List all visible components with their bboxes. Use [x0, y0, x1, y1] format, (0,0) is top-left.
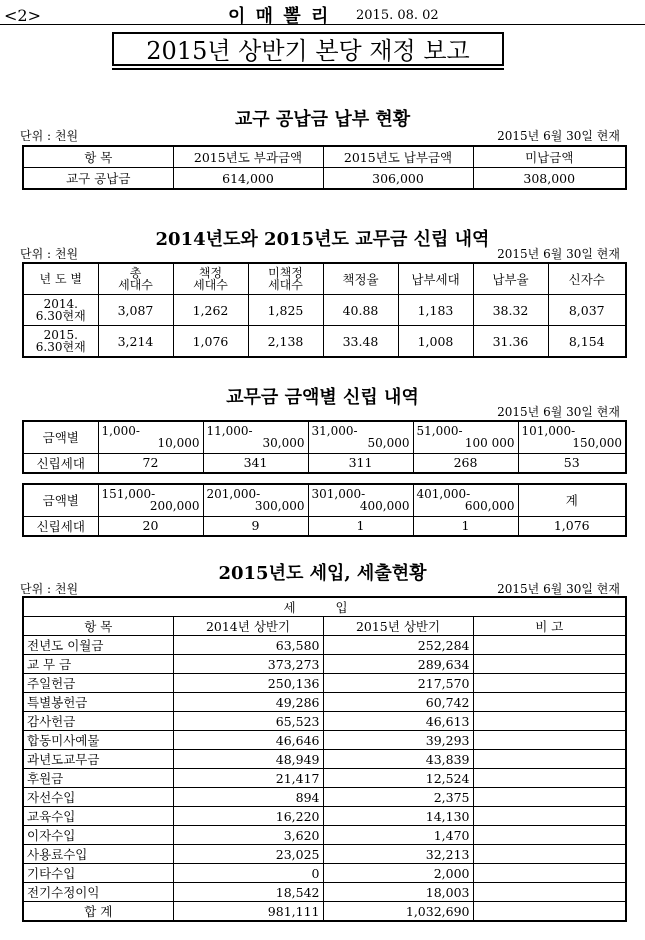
table-cell: 1	[308, 516, 413, 536]
section1-unit: 단위 : 천원	[20, 129, 79, 143]
table-row	[23, 326, 626, 358]
table-row	[23, 750, 626, 769]
item-cell: 합동미사예물	[23, 731, 173, 750]
amount-table-a	[22, 420, 627, 474]
item-cell: 전년도 이월금	[23, 636, 173, 655]
table-row	[23, 712, 626, 731]
households-label: 신립세대	[23, 453, 98, 473]
header-cell: 항 목	[23, 617, 173, 636]
note-cell	[473, 674, 626, 693]
value-cell: 373,273	[173, 655, 323, 674]
value-cell: 250,136	[173, 674, 323, 693]
range-to: 300,000	[254, 499, 305, 514]
table-cell: 308,000	[473, 168, 626, 190]
note-cell	[473, 693, 626, 712]
revenue-group-header: 세 입	[23, 597, 626, 617]
item-cell: 감사헌금	[23, 712, 173, 731]
levy-table	[22, 145, 627, 190]
note-cell	[473, 769, 626, 788]
table-cell: 341	[203, 453, 308, 473]
section3-title: 교무금 금액별 신립 내역	[226, 387, 419, 408]
table-cell: 1	[413, 516, 518, 536]
table-row	[23, 636, 626, 655]
table-row	[23, 769, 626, 788]
header-cell: 년 도 별	[23, 263, 98, 295]
total-row	[23, 902, 626, 922]
table-cell: 40.88	[323, 295, 398, 326]
table-cell: 2015. 6.30현재	[23, 326, 98, 358]
header-cell: 책정율	[323, 263, 398, 295]
note-cell	[473, 788, 626, 807]
table-cell: 53	[518, 453, 626, 473]
table-cell: 1,825	[248, 295, 323, 326]
range-to: 50,000	[367, 436, 410, 451]
table-cell: 9	[203, 516, 308, 536]
range-to: 150,000	[572, 436, 622, 451]
table-cell: 1,262	[173, 295, 248, 326]
item-cell: 전기수정이익	[23, 883, 173, 902]
range-cell	[308, 421, 413, 453]
range-from: 101,000-	[521, 424, 576, 439]
range-cell	[98, 484, 203, 516]
table-row	[23, 864, 626, 883]
value-cell: 18,003	[323, 883, 473, 902]
value-cell: 46,613	[323, 712, 473, 731]
table-cell: 교구 공납금	[23, 168, 173, 190]
value-cell: 46,646	[173, 731, 323, 750]
range-from: 301,000-	[311, 487, 366, 502]
value-cell: 894	[173, 788, 323, 807]
range-cell	[203, 421, 308, 453]
value-cell: 39,293	[323, 731, 473, 750]
table-row	[23, 731, 626, 750]
table-header-row	[23, 617, 626, 636]
table-cell: 1,076	[518, 516, 626, 536]
value-cell: 1,470	[323, 826, 473, 845]
value-cell: 3,620	[173, 826, 323, 845]
table-row	[23, 674, 626, 693]
value-cell: 289,634	[323, 655, 473, 674]
section4-unit: 단위 : 천원	[20, 582, 79, 596]
table-cell: 2014. 6.30현재	[23, 295, 98, 326]
table-row	[23, 693, 626, 712]
newsletter-name: 이 매 뽈 리	[228, 6, 331, 27]
section4-as-of: 2015년 6월 30일 현재	[497, 582, 620, 596]
households-label: 신립세대	[23, 516, 98, 536]
table-row	[23, 883, 626, 902]
table-row	[23, 168, 626, 190]
table-header-row	[23, 263, 626, 295]
table-cell: 268	[413, 453, 518, 473]
table-cell: 614,000	[173, 168, 323, 190]
value-cell: 23,025	[173, 845, 323, 864]
range-cell	[203, 484, 308, 516]
item-cell: 주일헌금	[23, 674, 173, 693]
table-cell: 72	[98, 453, 203, 473]
table-row	[23, 788, 626, 807]
pledge-table	[22, 262, 627, 358]
range-from: 11,000-	[206, 424, 253, 439]
range-to: 100 000	[464, 436, 515, 451]
header-cell: 신자수	[548, 263, 626, 295]
header-cell: 2015년 상반기	[323, 617, 473, 636]
header-cell: 항 목	[23, 146, 173, 168]
table-cell: 33.48	[323, 326, 398, 358]
table-cell: 306,000	[323, 168, 473, 190]
item-cell: 기타수입	[23, 864, 173, 883]
range-to: 200,000	[149, 499, 200, 514]
header-divider	[0, 24, 645, 25]
note-cell	[473, 731, 626, 750]
page-number: <2>	[4, 6, 41, 25]
table-row	[23, 453, 626, 473]
total-label: 계	[518, 484, 626, 516]
range-cell	[98, 421, 203, 453]
value-cell: 65,523	[173, 712, 323, 731]
table-row	[23, 516, 626, 536]
item-cell: 후원금	[23, 769, 173, 788]
header-cell: 2015년도 부과금액	[173, 146, 323, 168]
value-cell: 49,286	[173, 693, 323, 712]
amount-table-b	[22, 483, 627, 537]
table-cell: 1,183	[398, 295, 473, 326]
table-cell: 1,076	[173, 326, 248, 358]
value-cell: 60,742	[323, 693, 473, 712]
header-cell: 총 세대수	[98, 263, 173, 295]
table-cell: 8,154	[548, 326, 626, 358]
range-from: 201,000-	[206, 487, 261, 502]
group-header-row	[23, 597, 626, 617]
table-row	[23, 655, 626, 674]
range-from: 151,000-	[101, 487, 156, 502]
range-cell	[413, 421, 518, 453]
value-cell: 12,524	[323, 769, 473, 788]
note-cell	[473, 883, 626, 902]
section2-as-of: 2015년 6월 30일 현재	[497, 247, 620, 261]
note-cell	[473, 712, 626, 731]
revenue-table	[22, 596, 627, 922]
value-cell: 21,417	[173, 769, 323, 788]
header-cell: 비 고	[473, 617, 626, 636]
header-cell: 2014년 상반기	[173, 617, 323, 636]
range-cell	[413, 484, 518, 516]
note-cell	[473, 826, 626, 845]
range-to: 10,000	[157, 436, 200, 451]
title-underline	[112, 68, 504, 70]
range-to: 600,000	[464, 499, 515, 514]
value-cell: 18,542	[173, 883, 323, 902]
table-cell: 3,214	[98, 326, 173, 358]
item-cell: 이자수입	[23, 826, 173, 845]
table-cell: 1,008	[398, 326, 473, 358]
range-from: 31,000-	[311, 424, 358, 439]
amount-label: 금액별	[23, 421, 98, 453]
section1-title: 교구 공납금 납부 현황	[234, 109, 411, 130]
header-cell: 책정 세대수	[173, 263, 248, 295]
item-cell: 교 무 금	[23, 655, 173, 674]
table-row	[23, 295, 626, 326]
item-cell: 자선수입	[23, 788, 173, 807]
item-cell: 특별봉헌금	[23, 693, 173, 712]
table-row	[23, 826, 626, 845]
table-header-row	[23, 146, 626, 168]
section2-title: 2014년도와 2015년도 교무금 신립 내역	[155, 229, 490, 250]
table-row	[23, 807, 626, 826]
table-header-row	[23, 421, 626, 453]
range-from: 401,000-	[416, 487, 471, 502]
note-cell	[473, 864, 626, 883]
header-cell: 납부세대	[398, 263, 473, 295]
total-cell: 1,032,690	[323, 902, 473, 922]
table-cell: 8,037	[548, 295, 626, 326]
value-cell: 14,130	[323, 807, 473, 826]
value-cell: 0	[173, 864, 323, 883]
issue-date: 2015. 08. 02	[356, 8, 439, 23]
table-cell: 38.32	[473, 295, 548, 326]
range-cell	[308, 484, 413, 516]
table-cell: 31.36	[473, 326, 548, 358]
value-cell: 2,375	[323, 788, 473, 807]
range-to: 30,000	[262, 436, 305, 451]
note-cell	[473, 750, 626, 769]
page-title: 2015년 상반기 본당 재정 보고	[112, 32, 504, 66]
header-cell: 납부율	[473, 263, 548, 295]
value-cell: 48,949	[173, 750, 323, 769]
section1-as-of: 2015년 6월 30일 현재	[497, 129, 620, 143]
table-row	[23, 845, 626, 864]
range-cell	[518, 421, 626, 453]
value-cell: 16,220	[173, 807, 323, 826]
table-header-row	[23, 484, 626, 516]
value-cell: 217,570	[323, 674, 473, 693]
note-cell	[473, 807, 626, 826]
section4-title: 2015년도 세입, 세출현황	[218, 563, 427, 584]
section3-as-of: 2015년 6월 30일 현재	[497, 405, 620, 419]
note-cell	[473, 845, 626, 864]
note-cell	[473, 902, 626, 922]
amount-label: 금액별	[23, 484, 98, 516]
value-cell: 63,580	[173, 636, 323, 655]
table-cell: 2,138	[248, 326, 323, 358]
total-label: 합 계	[23, 902, 173, 922]
note-cell	[473, 636, 626, 655]
header-cell: 2015년도 납부금액	[323, 146, 473, 168]
header-cell: 미납금액	[473, 146, 626, 168]
value-cell: 2,000	[323, 864, 473, 883]
header-cell: 미책정 세대수	[248, 263, 323, 295]
table-cell: 311	[308, 453, 413, 473]
range-from: 1,000-	[101, 424, 140, 439]
item-cell: 과년도교무금	[23, 750, 173, 769]
range-from: 51,000-	[416, 424, 463, 439]
table-cell: 3,087	[98, 295, 173, 326]
range-to: 400,000	[359, 499, 410, 514]
table-cell: 20	[98, 516, 203, 536]
value-cell: 43,839	[323, 750, 473, 769]
item-cell: 사용료수입	[23, 845, 173, 864]
note-cell	[473, 655, 626, 674]
value-cell: 252,284	[323, 636, 473, 655]
value-cell: 32,213	[323, 845, 473, 864]
section2-unit: 단위 : 천원	[20, 247, 79, 261]
total-cell: 981,111	[173, 902, 323, 922]
item-cell: 교육수입	[23, 807, 173, 826]
